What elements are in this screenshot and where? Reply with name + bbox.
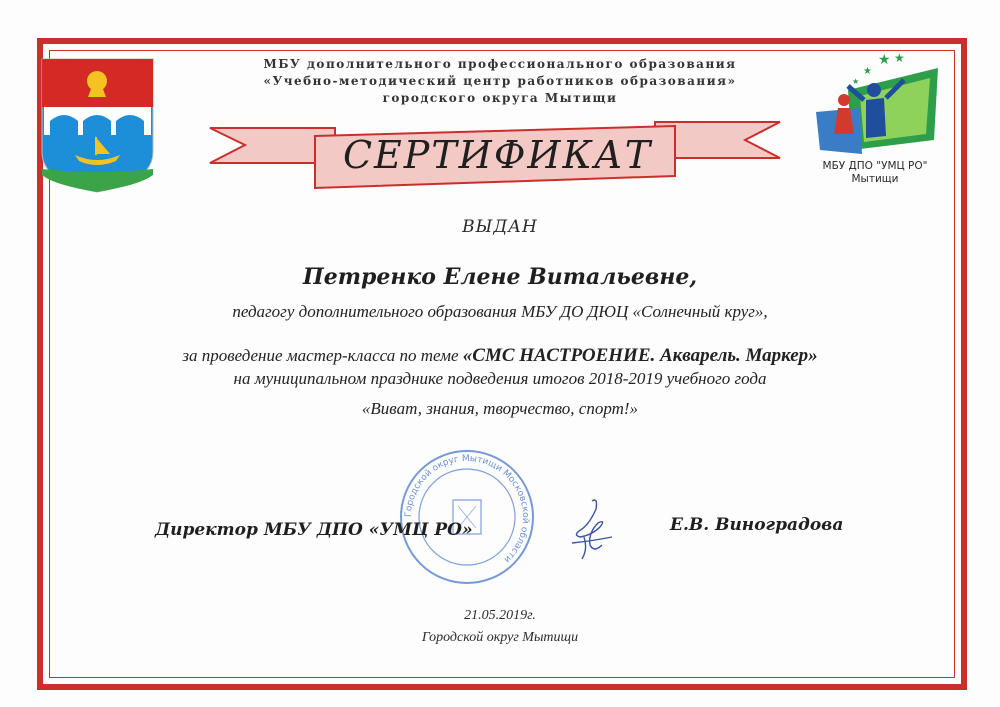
svg-text:★: ★ xyxy=(878,52,891,68)
signature xyxy=(562,493,622,563)
logo-caption xyxy=(800,160,950,186)
event-line: на муниципальном празднике подведения итогов 2018-2019 учебного года xyxy=(233,369,767,388)
issue-place: Городской округ Мытищи xyxy=(421,630,579,645)
official-stamp xyxy=(398,448,536,586)
masterclass-prefix: за проведение мастер-класса по теме xyxy=(182,346,463,365)
director-name: Е.В. Виноградова xyxy=(670,515,844,535)
organization-logo-icon xyxy=(808,50,943,160)
issue-date: 21.05.2019г. xyxy=(464,608,536,623)
logo-caption-line: МБУ ДПО "УМЦ РО" xyxy=(822,160,928,172)
issued-label: ВЫДАН xyxy=(462,217,538,237)
event-name: «Виват, знания, творчество, спорт!» xyxy=(361,399,639,418)
organization-header xyxy=(230,56,770,107)
masterclass-topic: «СМС НАСТРОЕНИЕ. Акварель. Маркер» xyxy=(462,345,818,366)
svg-text:★: ★ xyxy=(863,66,872,77)
logo-caption-line: Мытищи xyxy=(851,173,899,185)
svg-text:Городской округ Мытищи Московс xyxy=(404,454,530,565)
stamp-text: Городской округ Мытищи Московской области xyxy=(403,453,531,565)
org-header-line: МБУ дополнительного профессионального образования xyxy=(263,57,737,71)
director-title: Директор МБУ ДПО «УМЦ РО» xyxy=(155,520,473,540)
recipient-name: Петренко Елене Витальевне, xyxy=(302,264,698,290)
org-header-line: «Учебно-методический центр работников образования» xyxy=(263,74,737,88)
certificate-title: СЕРТИФИКАТ xyxy=(342,133,653,177)
coat-of-arms-icon xyxy=(40,57,155,194)
svg-text:★: ★ xyxy=(894,51,905,65)
recipient-position: педагогу дополнительного образования МБУ ДО ДЮЦ «Солнечный круг», xyxy=(232,302,768,321)
masterclass-line xyxy=(0,345,1000,367)
svg-text:★: ★ xyxy=(852,77,860,86)
org-header-line: городского округа Мытищи xyxy=(382,91,618,105)
